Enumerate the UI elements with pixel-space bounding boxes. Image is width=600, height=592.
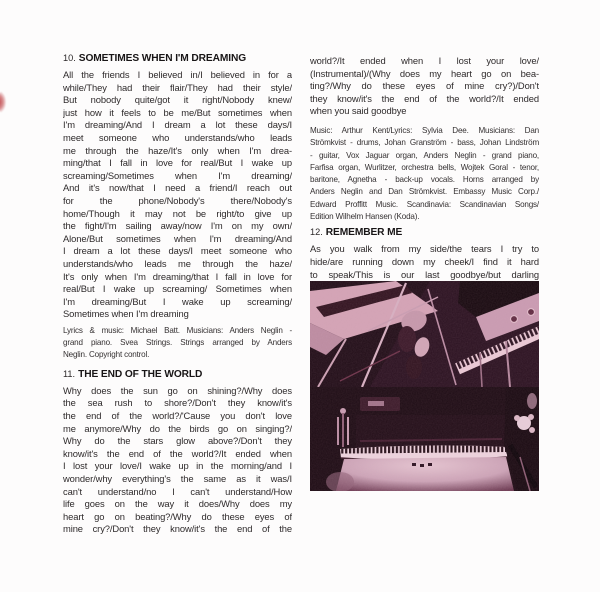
credit-line: Edward Proffitt Music. Scandinavia: Scandinavian Songs/ <box>310 199 539 209</box>
credit-line: Music: Arthur Kent/Lyrics: Sylvia Dee. Musicians: Dan <box>310 125 539 135</box>
lyric-line: know/it's the end of the world?/It ended when <box>63 447 292 459</box>
lyric-line: ming/that I fall in love for real/But I wake up <box>63 157 292 169</box>
track-11-title: THE END OF THE WORLD <box>78 368 203 380</box>
lyric-line: I'm dreaming/And I dream a lot these days/I <box>63 119 292 131</box>
credit-line: Neglin. Copyright control. <box>63 350 150 360</box>
lyric-line: to speak/This is our last goodbye/but darling <box>310 268 539 280</box>
lyric-line: the end of the world?/'Cause you don't love <box>63 409 292 421</box>
credit-line: - guitar, Vox Jaguar organ, Anders Neglin - grand piano, <box>310 150 539 160</box>
lyric-line: All the friends I believed in/I believed in for a <box>63 69 292 80</box>
lyric-line: home/Though it may not be right/to give up <box>63 207 292 219</box>
track-12-heading <box>310 227 539 238</box>
track-10-number: 10. <box>63 53 76 63</box>
lyric-line: when you said goodbye <box>310 105 407 117</box>
credit-line: Edition Wilhelm Hansen (Koda). <box>310 212 420 222</box>
lyric-line: hide/are running down my cheek/I find it hard <box>310 255 539 267</box>
credit-line: Farfisa organ, Wurlitzer, orchestra bells, Wojtek Goral - tenor, <box>310 162 539 172</box>
credit-line: Lyrics & music: Michael Batt. Musicians: Anders Neglin - <box>63 325 292 335</box>
credit-line: Strömkvist - drums, Johan Granström - bass, Johan Lindström <box>310 138 539 148</box>
lyric-line: the fight/I'm sailing away/now I'm on my own/ <box>63 220 292 232</box>
lyric-line: understands/who leads me through the haze/ <box>63 257 292 269</box>
credit-line: baritone, Agnetha - back-up vocals. Horns arranged by <box>310 175 539 185</box>
lyric-line: heart go on beating?/Why do these eyes of <box>63 510 292 522</box>
credit-line: grand piano. Svea Strings. Strings arranged by Anders <box>63 338 292 348</box>
track-11-lyrics-right <box>310 55 539 118</box>
track-10-credits <box>63 325 292 362</box>
lyric-line: mine cry?/Don't they know/it's the end of the <box>63 523 292 535</box>
lyric-line: for the phone/Nobody's there/Nobody's <box>63 194 292 206</box>
lyric-line: I lost your love/I wake up in the morning/and I <box>63 460 292 472</box>
lyric-line: me through the haze/It's only when I'm drea- <box>63 144 292 156</box>
track-10-heading <box>63 53 292 64</box>
lyric-line: But nobody quite/got it right/Nobody knew/ <box>63 94 292 106</box>
lyric-line: wonder/why everything's the same as it was/I <box>63 472 292 484</box>
lyric-line: Why does the sun go on shining?/Why does <box>63 384 292 396</box>
lyric-line: meet someone who understands/who leads <box>63 131 292 143</box>
lyric-line: Alone/But sometimes when I'm dreaming/And <box>63 232 292 244</box>
track-12-lyrics <box>310 243 539 281</box>
lyric-line: real/But I wake up screaming/ Sometimes when <box>63 283 292 295</box>
lyric-line: they know/it's the end of the world?/It ended <box>310 92 539 104</box>
lyric-line: ting?/Why do these eyes of mine cry?)/Don't <box>310 80 539 92</box>
credit-line: Anders Neglin and Dan Strömkvist. Embassy Music Corp./ <box>310 187 539 197</box>
track-11-lyrics-left <box>63 385 292 536</box>
lyric-line: screaming/Sometimes when I'm dreaming/ <box>63 169 292 181</box>
track-10-lyrics <box>63 69 292 321</box>
track-10-title: SOMETIMES WHEN I'M DREAMING <box>78 53 247 64</box>
track-12-number: 12. <box>310 227 323 238</box>
lyric-line: can't understand/no I can't understand/How <box>63 485 292 497</box>
track-11-heading <box>63 369 292 380</box>
right-column <box>310 55 539 491</box>
track-12-title: REMEMBER ME <box>325 227 403 239</box>
lyric-line: while/They had their flair/They had their style/ <box>63 81 292 93</box>
piano-keyboard-photo <box>310 387 539 491</box>
lyric-line: I'm dreaming/But I wake up screaming/ <box>63 295 292 307</box>
lyric-line: Why do the stars glow above?/Don't they <box>63 435 292 447</box>
lyric-line: As you walk from my side/the tears I try to <box>310 243 539 255</box>
lyric-line: world?/It ended when I lost your love/ <box>310 55 539 66</box>
studio-overhead-photo <box>310 281 539 387</box>
lyric-line: me anymore/Why do the birds go on singing?/ <box>63 422 292 434</box>
lyric-line: It's only when I'm dreaming/that I fall in love for <box>63 270 292 282</box>
lyric-line: And it's now/that I need a friend/I reach out <box>63 182 292 194</box>
left-column <box>63 53 292 536</box>
lyric-line: life goes on the way it does/Why does my <box>63 498 292 510</box>
lyric-line: just how it feels to be me/But sometimes when <box>63 106 292 118</box>
track-11-number: 11. <box>63 368 76 379</box>
red-ink-smudge <box>0 91 6 113</box>
lyric-line: the sea rush to shore?/Don't they know/it's <box>63 397 292 409</box>
lyric-line: Sometimes when I'm dreaming <box>63 308 189 320</box>
track-11-credits <box>310 125 539 223</box>
lyric-line: I dream a lot these days/I meet someone who <box>63 245 292 257</box>
lyric-line: (Instrumental)/(Why does my heart go on bea- <box>310 67 539 79</box>
